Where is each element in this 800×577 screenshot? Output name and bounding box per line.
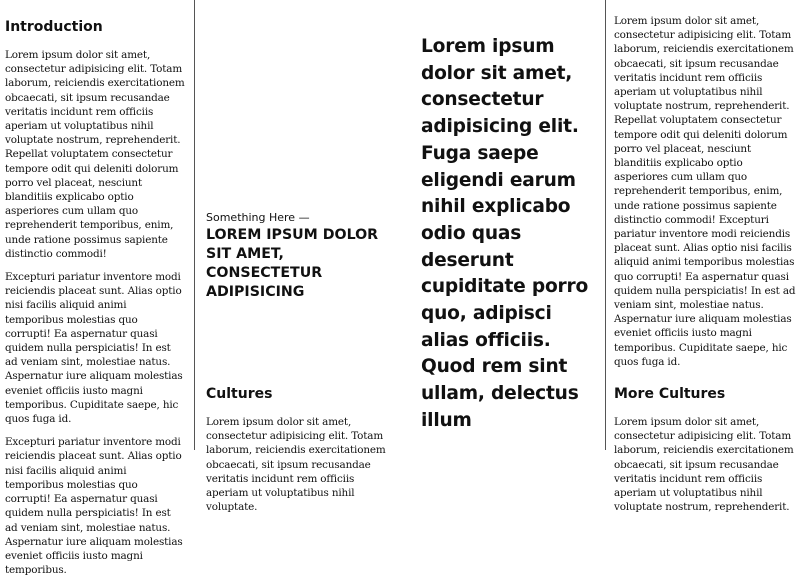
caps-heading: LOREM IPSUM DOLOR SIT AMET, CONSECTETUR ADIPISICING xyxy=(206,227,379,300)
cultures-section xyxy=(206,385,391,523)
column-feature xyxy=(196,0,396,514)
intro-paragraph-1: Lorem ipsum dolor sit amet, consectetur adipisicing elit. Totam laborum, reiciendis exercitationem obcaecati, sit ipsum recusandae veritatis incidunt rem officiis aperiam ut voluptatibus nihil voluptate nostrum, reprehenderit. Repellat voluptatem consectetur tempore odit qui deleniti dolorum porro vel placeat, nesciunt blanditiis explicabo optio asperiores cum ullam quo reprehenderit temporibus, enim, unde ratione possimus sapiente distinctio commodi! xyxy=(5,49,185,260)
cultures-heading: Cultures xyxy=(206,386,273,402)
right-paragraph-2: Lorem ipsum dolor sit amet, consectetur adipisicing elit. Totam laborum, reiciendis exercitationem obcaecati, sit ipsum recusandae veritatis incidunt rem officiis aperiam ut voluptatibus nihil voluptate nostrum, reprehenderit. xyxy=(614,416,794,514)
kicker-text: Something Here — xyxy=(206,211,310,224)
right-paragraph-1: Lorem ipsum dolor sit amet, consectetur adipisicing elit. Totam laborum, reiciendis exercitationem obcaecati, sit ipsum recusandae veritatis incidunt rem officiis aperiam ut voluptatibus nihil voluptate nostrum, reprehenderit. Repellat voluptatem consectetur tempore odit qui deleniti dolorum porro vel placeat, nesciunt blanditiis explicabo optio asperiores cum ullam quo reprehenderit temporibus, enim, unde ratione possimus sapiente distinctio commodi! Excepturi pariatur inventore modi reiciendis placeat sunt. Alias optio nisi facilis aliquid animi temporibus molestias quo corrupti! Ea aspernatur quasi quidem nulla perspiciatis! In est ad veniam sint, molestiae natus. Aspernatur iure aliquam molestias eveniet officiis iusto magni temporibus. Cupiditate saepe, hic quos fuga id. xyxy=(614,15,796,368)
introduction-heading: Introduction xyxy=(5,19,103,35)
more-cultures-heading: More Cultures xyxy=(614,386,726,403)
cultures-paragraph: Lorem ipsum dolor sit amet, consectetur adipisicing elit. Totam laborum, reiciendis exercitationem obcaecati, sit ipsum recusandae veritatis incidunt rem officiis aperiam ut voluptatibus nihil voluptate. xyxy=(206,416,386,514)
intro-paragraph-2: Excepturi pariatur inventore modi reiciendis placeat sunt. Alias optio nisi facilis aliquid animi temporibus molestias quo corrupti! Ea aspernatur quasi quidem nulla perspiciatis! In est ad veniam sint, molestiae natus. Aspernatur iure aliquam molestias eveniet officiis iusto magni temporibus. Cupiditate saepe, hic quos fuga id. xyxy=(5,271,183,426)
column-introduction xyxy=(0,0,195,577)
column-more-cultures xyxy=(605,0,800,514)
intro-paragraph-3: Excepturi pariatur inventore modi reiciendis placeat sunt. Alias optio nisi facilis aliquid animi temporibus molestias quo corrupti! Ea aspernatur quasi quidem nulla perspiciatis! In est ad veniam sint, molestiae natus. Aspernatur iure aliquam molestias eveniet officiis iusto magni temporibus. xyxy=(5,436,183,577)
column-headline xyxy=(396,0,606,450)
big-headline: Lorem ipsum dolor sit amet, consectetur adipisicing elit. Fuga saepe eligendi earum nihil explicabo odio quas deserunt cupiditate porro quo, adipisci alias officiis. Quod rem sint ullam, delectus illum xyxy=(421,36,589,431)
